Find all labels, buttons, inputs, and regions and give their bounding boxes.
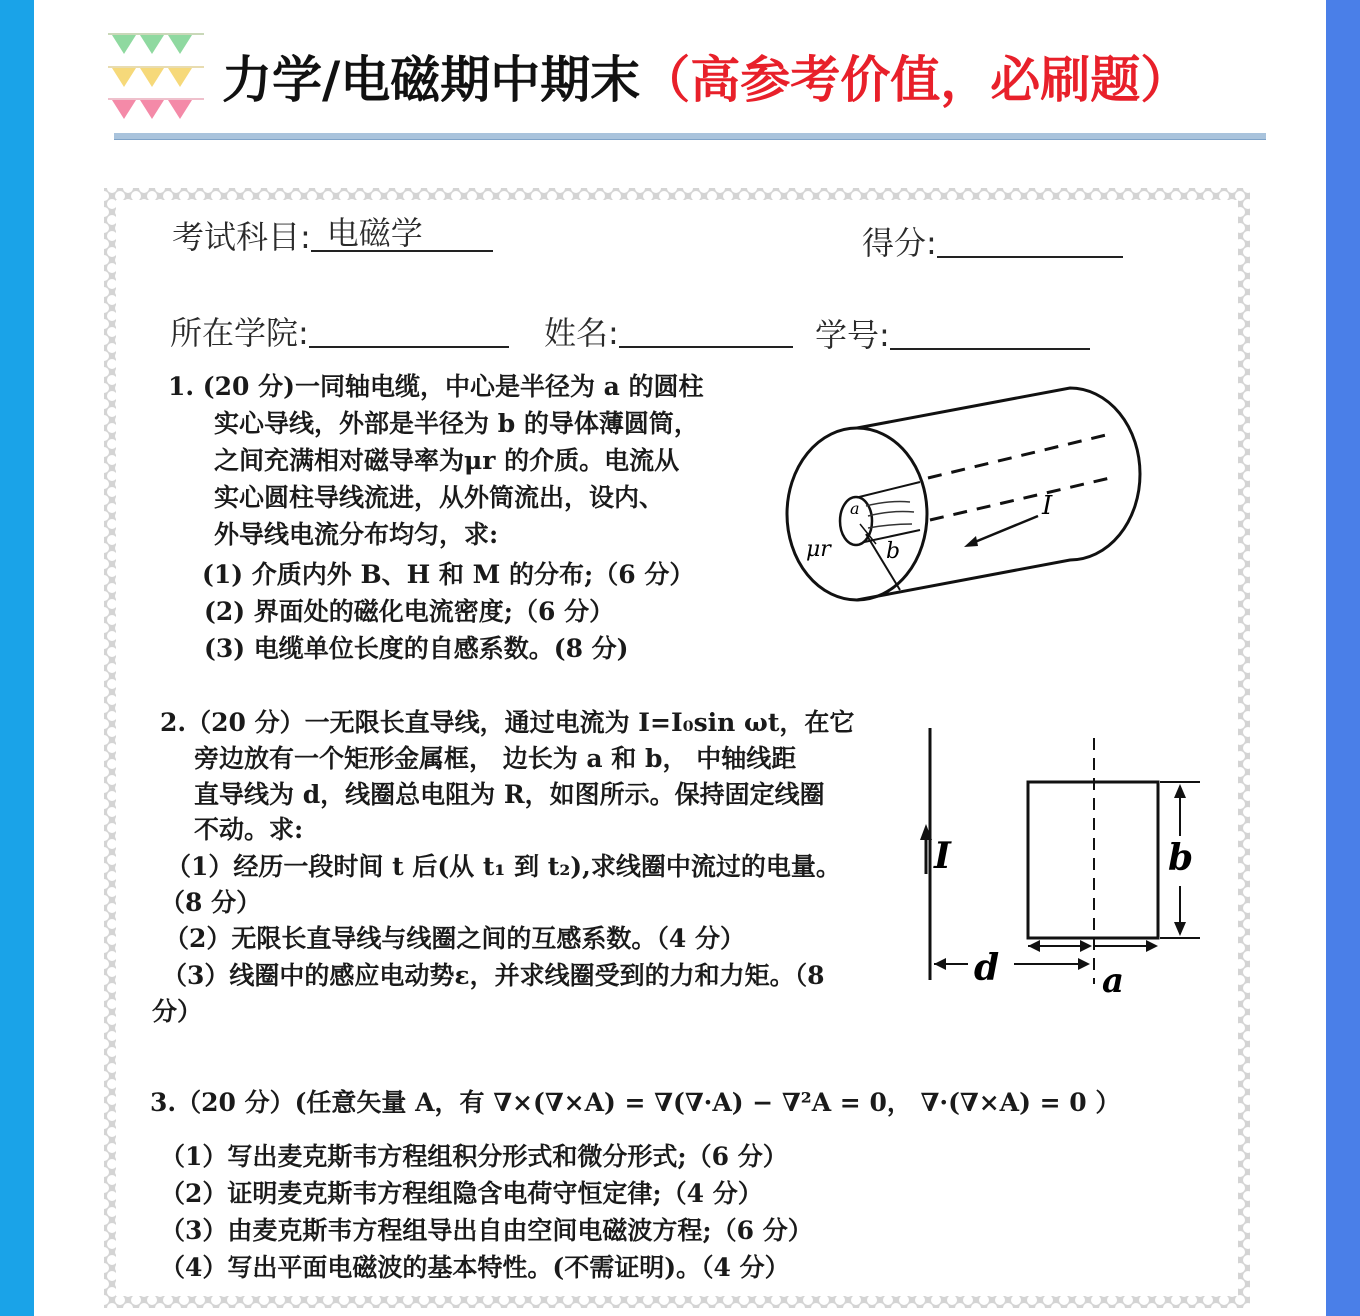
page-title [222,40,1190,110]
q2-fig-b: b [1168,837,1194,879]
q1-part-1: (1) 介质内外 B、H 和 M 的分布;（6 分） [202,560,695,589]
q1-line-1: 1. (20 分)一同轴电缆，中心是半径为 a 的圆柱 [168,372,704,401]
wire-loop-figure [904,724,1214,1004]
name-blank [619,312,793,348]
college-blank [309,312,509,348]
id-field [815,314,1090,354]
title-note: （高参考价值，必刷题） [640,51,1191,109]
name-label: 姓名: [544,314,619,352]
q2-line-1: 2.（20 分）一无限长直导线，通过电流为 I=I₀sin ωt，在它 [160,708,855,737]
title-divider [114,133,1266,140]
q3-part-4: （4）写出平面电磁波的基本特性。(不需证明)。（4 分） [160,1253,790,1282]
college-field [170,312,509,352]
q3-line: 3.（20 分）(任意矢量 A，有 ∇×(∇×A) = ∇(∇·A) − ∇²A = 0， ∇·(∇×A) = 0 ） [150,1088,1121,1117]
score-blank [937,222,1123,258]
q2-fig-I: I [934,835,951,877]
subject-field [172,214,493,256]
q1-fig-b: b [886,539,901,564]
q2-line-3: 直导线为 d，线圈总电阻为 R，如图所示。保持固定线圈 [194,780,825,809]
q1-line-4: 实心圆柱导线流进，从外筒流出，设内、 [214,483,665,512]
q1-fig-I: I [1042,491,1053,521]
id-blank [890,314,1090,350]
right-side-bar [1326,0,1360,1316]
name-field [544,312,793,352]
q2-part-1b: （8 分） [160,888,262,917]
q1-line-2: 实心导线，外部是半径为 b 的导体薄圆筒， [214,409,699,438]
q2-fig-d: d [974,947,1000,989]
q2-line-4: 不动。求: [194,815,304,844]
q1-fig-mu: μr [806,537,831,562]
q3-part-1: （1）写出麦克斯韦方程组积分形式和微分形式;（6 分） [160,1142,788,1171]
bunting-flags-icon [106,30,206,125]
q2-part-1: （1）经历一段时间 t 后(从 t₁ 到 t₂),求线圈中流过的电量。 [166,852,841,881]
q1-part-3: (3) 电缆单位长度的自感系数。(8 分) [204,634,629,663]
left-side-bar [0,0,34,1316]
q2-part-2: （2）无限长直导线与线圈之间的互感系数。（4 分） [164,924,745,953]
q2-part-3: （3）线圈中的感应电动势ε，并求线圈受到的力和力矩。（8 [162,961,825,990]
title-main: 力学/电磁期中期末 [222,51,641,109]
q1-part-2: (2) 界面处的磁化电流密度;（6 分） [204,597,615,626]
q2-fig-a: a [1102,961,1125,1001]
id-label: 学号: [815,316,890,354]
score-field [862,222,1123,262]
q1-line-3: 之间充满相对磁导率为μr 的介质。电流从 [214,446,680,475]
score-label: 得分: [862,224,937,262]
q1-line-5: 外导线电流分布均匀，求: [214,520,499,549]
college-label: 所在学院: [170,314,309,352]
q1-fig-a: a [850,499,860,518]
q2-line-2: 旁边放有一个矩形金属框， 边长为 a 和 b， 中轴线距 [194,744,797,773]
coaxial-cable-figure [780,374,1146,610]
q3-part-2: （2）证明麦克斯韦方程组隐含电荷守恒定律;（4 分） [160,1179,763,1208]
subject-value: 电磁学 [311,218,493,252]
q3-part-3: （3）由麦克斯韦方程组导出自由空间电磁波方程;（6 分） [160,1216,813,1245]
q2-part-3b: 分） [152,997,203,1026]
subject-label: 考试科目: [172,218,311,256]
